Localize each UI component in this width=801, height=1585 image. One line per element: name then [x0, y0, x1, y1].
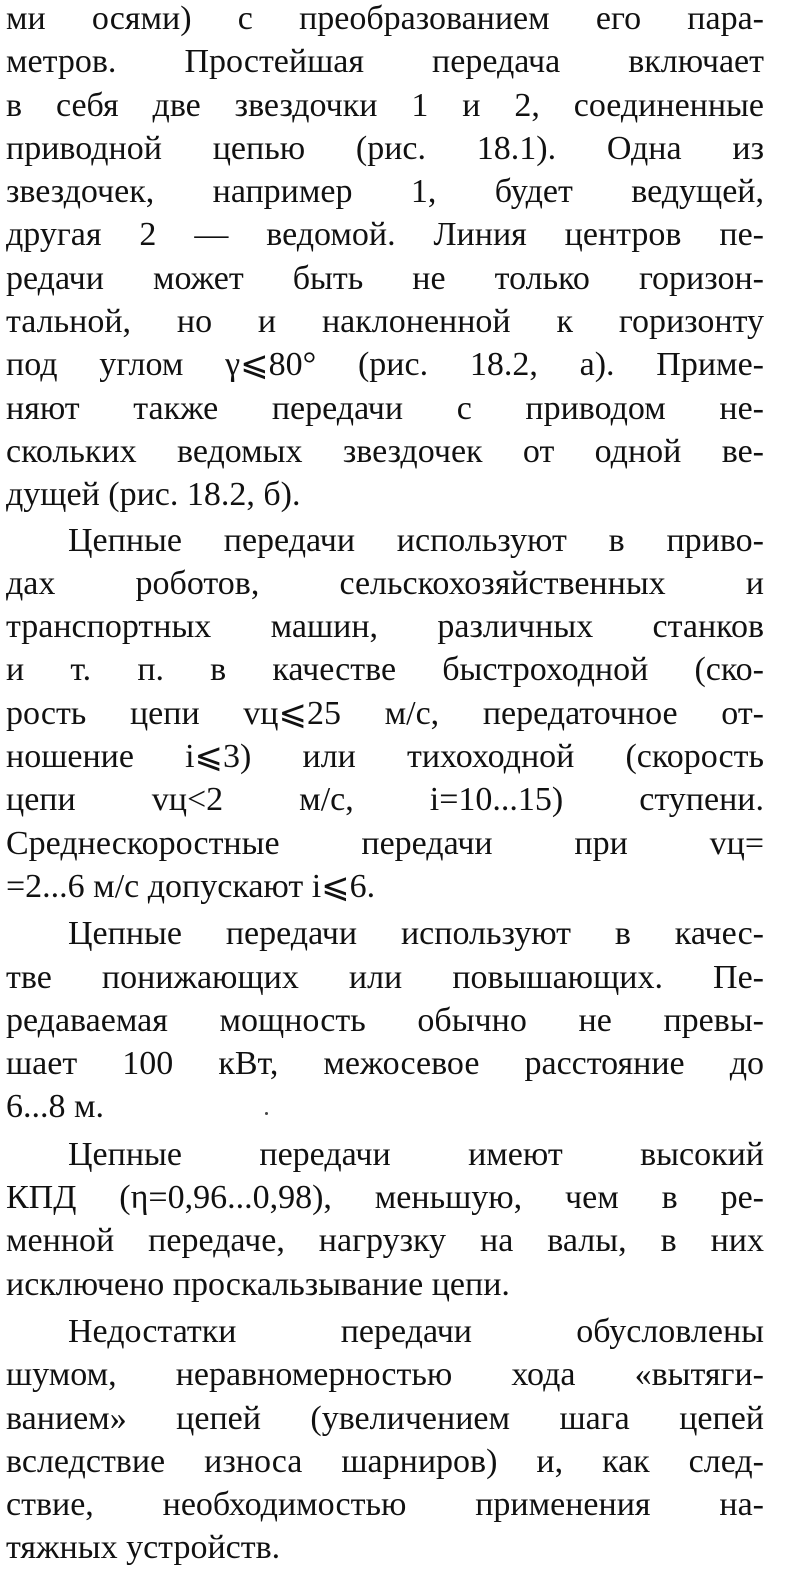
text-line: КПД (η=0,96...0,98), меньшую, чем в ре-: [6, 1179, 764, 1217]
text-line: ванием» цепей (увеличением шага цепей: [6, 1399, 764, 1437]
text-line: приводной цепью (рис. 18.1). Одна из: [6, 129, 764, 167]
paragraph-advantages: [6, 1133, 764, 1306]
text-line: Цепные передачи используют в качес-: [68, 915, 764, 953]
text-line: скольких ведомых звездочек от одной ве-: [6, 432, 764, 470]
text-line: =2...6 м/с допускают i⩽6.: [6, 867, 376, 905]
text-line: ми осями) с преобразованием его пара-: [6, 0, 764, 37]
text-line: транспортных машин, различных станков: [6, 608, 764, 646]
text-line: тальной, но и наклоненной к горизонту: [6, 303, 764, 341]
text-line: исключено проскальзывание цепи.: [6, 1265, 510, 1303]
text-line: под углом γ⩽80° (рис. 18.2, а). Приме-: [6, 346, 764, 384]
paragraph-power-range: [6, 912, 764, 1128]
text-line: Среднескоростные передачи при vц=: [6, 824, 764, 862]
text-line: ношение i⩽3) или тихоходной (скорость: [6, 738, 764, 776]
document-page: [6, 0, 764, 1570]
text-line: дущей (рис. 18.2, б).: [6, 476, 301, 514]
paragraph-intro-continuation: [6, 0, 764, 517]
text-line: в себя две звездочки 1 и 2, соединенные: [6, 86, 764, 124]
text-line: шает 100 кВт, межосевое расстояние до: [6, 1045, 764, 1083]
text-line: менной передаче, нагрузку на валы, в них: [6, 1222, 764, 1260]
scan-speck: [265, 1112, 268, 1115]
text-line: дах роботов, сельскохозяйственных и: [6, 564, 764, 602]
text-line: метров. Простейшая передача включает: [6, 43, 764, 81]
text-line: другая 2 — ведомой. Линия центров пе-: [6, 216, 764, 254]
text-line: шумом, неравномерностью хода «вытяги-: [6, 1356, 764, 1394]
text-line: Цепные передачи используют в приво-: [68, 521, 764, 559]
text-line: вследствие износа шарниров) и, как след-: [6, 1442, 764, 1480]
text-line: Цепные передачи имеют высокий: [68, 1135, 764, 1173]
text-line: тяжных устройств.: [6, 1529, 281, 1567]
text-line: ствие, необходимостью применения на-: [6, 1486, 764, 1524]
text-line: рость цепи vц⩽25 м/с, передаточное от-: [6, 694, 764, 732]
text-line: звездочек, например 1, будет ведущей,: [6, 173, 764, 211]
paragraph-applications: [6, 519, 764, 909]
text-line: тве понижающих или повышающих. Пе-: [6, 958, 764, 996]
text-line: 6...8 м.: [6, 1088, 105, 1126]
text-line: редаваемая мощность обычно не превы-: [6, 1001, 764, 1039]
paragraph-disadvantages: [6, 1310, 764, 1570]
text-line: редачи может быть не только горизон-: [6, 259, 764, 297]
text-line: Недостатки передачи обусловлены: [68, 1312, 764, 1350]
text-line: няют также передачи с приводом не-: [6, 389, 764, 427]
text-line: и т. п. в качестве быстроходной (ско-: [6, 651, 764, 689]
text-line: цепи vц<2 м/с, i=10...15) ступени.: [6, 781, 764, 819]
